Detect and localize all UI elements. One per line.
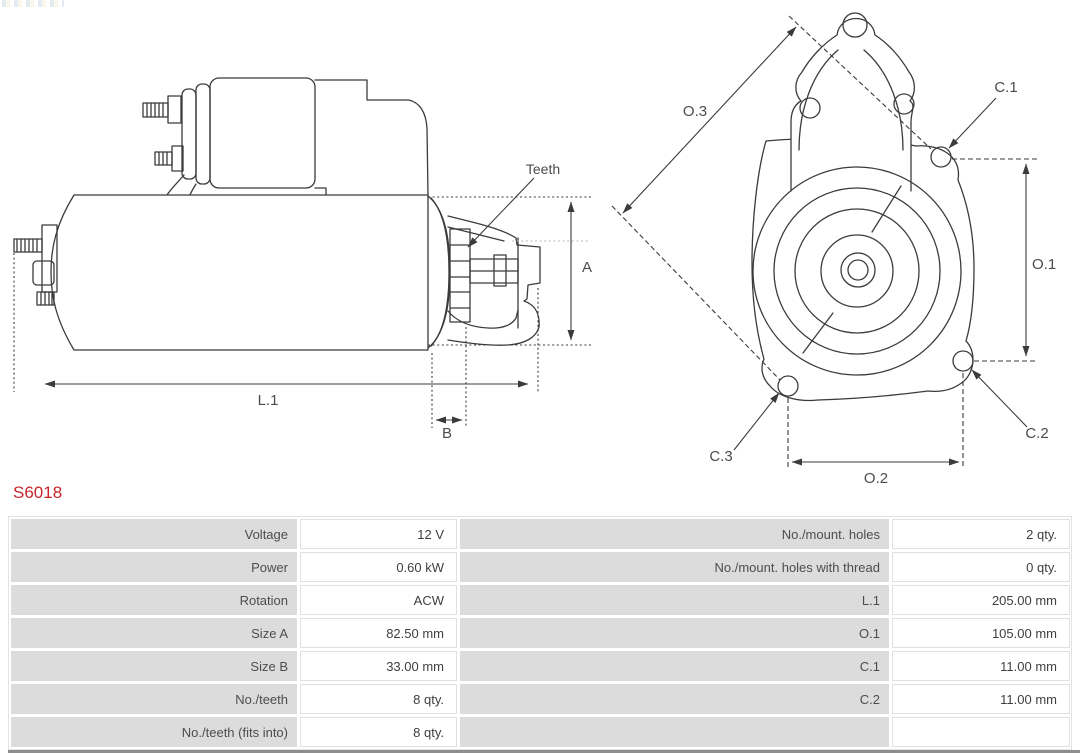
front-view-drawing xyxy=(612,13,1056,487)
spec-table xyxy=(8,516,1072,750)
table-row xyxy=(11,519,1069,549)
table-row xyxy=(11,651,1069,681)
spec-label: No./mount. holes with thread xyxy=(460,552,889,582)
label-c3: C.3 xyxy=(709,448,733,465)
spec-value: 82.50 mm xyxy=(300,618,457,648)
spec-label: Size B xyxy=(11,651,297,681)
label-c1: C.1 xyxy=(994,79,1018,96)
spec-label: C.1 xyxy=(460,651,889,681)
label-o2: O.2 xyxy=(863,470,889,487)
callout-c3 xyxy=(709,393,779,465)
drive-end-housing xyxy=(428,196,540,348)
spec-label: L.1 xyxy=(460,585,889,615)
spec-label: C.2 xyxy=(460,684,889,714)
label-o1: O.1 xyxy=(1032,256,1057,273)
spec-value: 2 qty. xyxy=(892,519,1070,549)
spec-value: 12 V xyxy=(300,519,457,549)
spec-label: Size A xyxy=(11,618,297,648)
spec-value: 8 qty. xyxy=(300,684,457,714)
spec-value: 8 qty. xyxy=(300,717,457,747)
spec-label xyxy=(460,717,889,747)
callout-c2 xyxy=(972,370,1049,442)
table-row xyxy=(11,618,1069,648)
label-o3: O.3 xyxy=(682,103,708,120)
callout-c1 xyxy=(949,79,1018,148)
table-row xyxy=(11,552,1069,582)
spec-value: ACW xyxy=(300,585,457,615)
spec-label: No./teeth xyxy=(11,684,297,714)
part-number: S6018 xyxy=(13,483,63,502)
label-teeth: Teeth xyxy=(525,161,561,177)
side-view-drawing xyxy=(14,78,592,442)
spec-value: 0.60 kW xyxy=(300,552,457,582)
terminal-studs xyxy=(143,96,183,171)
solenoid xyxy=(167,78,428,195)
label-c2: C.2 xyxy=(1025,425,1049,442)
spec-value xyxy=(892,717,1070,747)
spec-value: 205.00 mm xyxy=(892,585,1070,615)
table-row xyxy=(11,585,1069,615)
spec-value: 0 qty. xyxy=(892,552,1070,582)
teeth-callout xyxy=(468,161,560,247)
label-size-a: A xyxy=(582,259,593,276)
motor-body xyxy=(51,195,428,350)
spec-label: Voltage xyxy=(11,519,297,549)
label-size-b: B xyxy=(441,425,453,442)
spec-label: No./mount. holes xyxy=(460,519,889,549)
table-row xyxy=(11,684,1069,714)
label-l1: L.1 xyxy=(257,392,279,409)
spec-value: 11.00 mm xyxy=(892,651,1070,681)
spec-value: 11.00 mm xyxy=(892,684,1070,714)
pinion-gear xyxy=(450,229,470,322)
spec-value: 105.00 mm xyxy=(892,618,1070,648)
spec-label: Rotation xyxy=(11,585,297,615)
spec-label: Power xyxy=(11,552,297,582)
spec-label: O.1 xyxy=(460,618,889,648)
spec-label: No./teeth (fits into) xyxy=(11,717,297,747)
top-bracket-fill xyxy=(791,19,914,192)
table-row xyxy=(11,717,1069,747)
spec-value: 33.00 mm xyxy=(300,651,457,681)
